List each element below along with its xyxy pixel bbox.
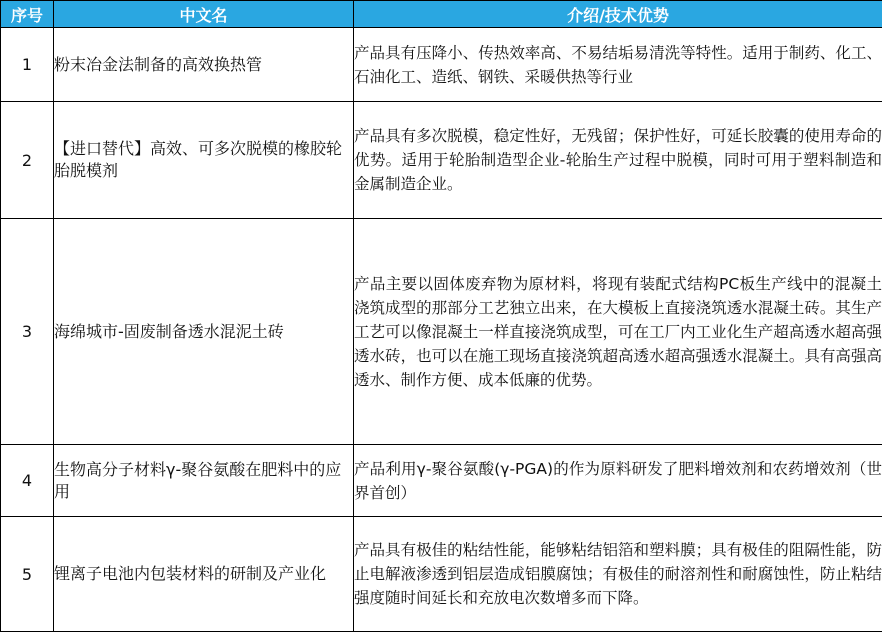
table-row bbox=[1, 219, 882, 445]
product-description: 产品具有极佳的粘结性能，能够粘结铝箔和塑料膜；具有极佳的阻隔性能，防止电解液渗透到铝层造成铝膜腐蚀；有极佳的耐溶剂性和耐腐蚀性，防止粘结强度随时间延长和充放电次数增多而下降。 bbox=[354, 517, 882, 632]
header-serial-no: 序号 bbox=[1, 1, 54, 28]
table-body bbox=[1, 28, 882, 632]
product-description: 产品具有多次脱模，稳定性好，无残留；保护性好，可延长胶囊的使用寿命的优势。适用于轮胎制造型企业-轮胎生产过程中脱模，同时可用于塑料制造和金属制造企业。 bbox=[354, 102, 882, 219]
table-row bbox=[1, 28, 882, 102]
header-row bbox=[1, 1, 882, 28]
product-description: 产品主要以固体废弃物为原材料，将现有装配式结构PC板生产线中的混凝土浇筑成型的那部分工艺独立出来，在大模板上直接浇筑透水混凝土砖。其生产工艺可以像混凝土一样直接浇筑成型，可在工厂内工业化生产超高透水超高强透水砖，也可以在施工现场直接浇筑超高透水超高强透水混凝土。具有高强高透水、制作方便、成本低廉的优势。 bbox=[354, 219, 882, 445]
product-name: 粉末冶金法制备的高效换热管 bbox=[54, 28, 354, 102]
product-name: 锂离子电池内包装材料的研制及产业化 bbox=[54, 517, 354, 632]
table-row bbox=[1, 102, 882, 219]
row-number: 2 bbox=[1, 102, 54, 219]
table-row bbox=[1, 517, 882, 632]
product-name: 海绵城市-固废制备透水混泥土砖 bbox=[54, 219, 354, 445]
header-intro-advantages: 介绍/技术优势 bbox=[354, 1, 882, 28]
product-description: 产品利用γ-聚谷氨酸(γ-PGA)的作为原料研发了肥料增效剂和农药增效剂（世界首创） bbox=[354, 445, 882, 517]
product-name: 生物高分子材料γ-聚谷氨酸在肥料中的应用 bbox=[54, 445, 354, 517]
table-row bbox=[1, 445, 882, 517]
row-number: 1 bbox=[1, 28, 54, 102]
product-description: 产品具有压降小、传热效率高、不易结垢易清洗等特性。适用于制药、化工、石油化工、造纸、钢铁、采暖供热等行业 bbox=[354, 28, 882, 102]
header-chinese-name: 中文名 bbox=[54, 1, 354, 28]
product-name: 【进口替代】高效、可多次脱模的橡胶轮胎脱模剂 bbox=[54, 102, 354, 219]
row-number: 3 bbox=[1, 219, 54, 445]
table-header bbox=[1, 1, 882, 28]
row-number: 4 bbox=[1, 445, 54, 517]
row-number: 5 bbox=[1, 517, 54, 632]
